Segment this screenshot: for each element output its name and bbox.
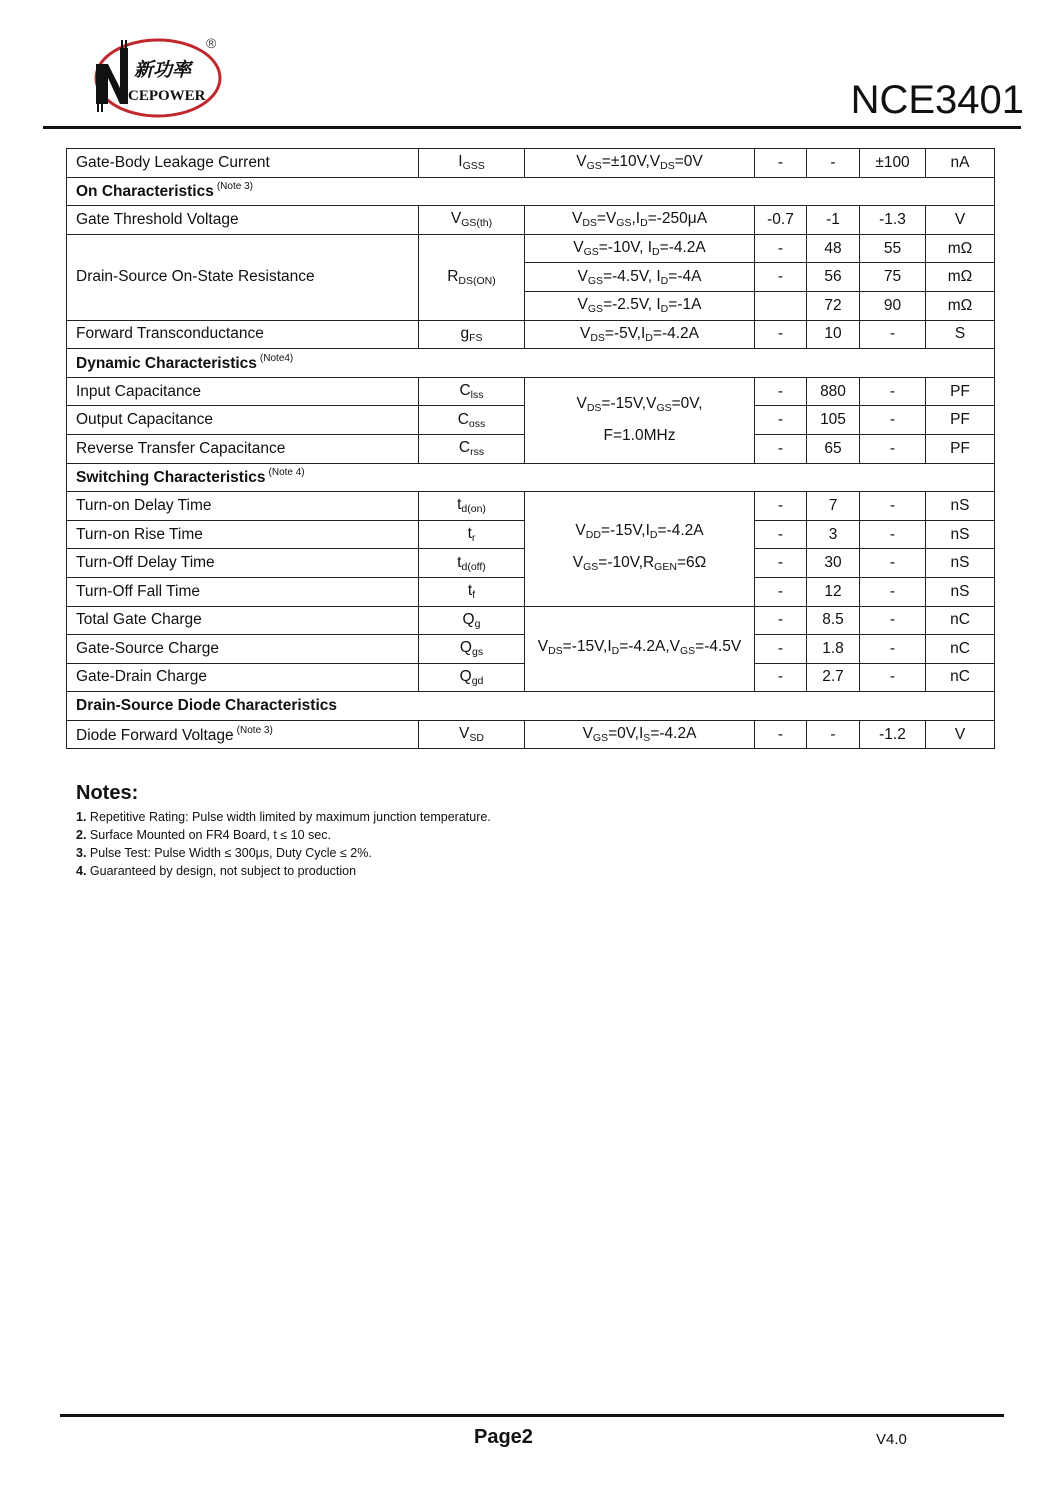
value-unit: nS [926, 520, 995, 549]
condition-subscript: GS [586, 160, 602, 173]
value-unit: nC [926, 606, 995, 635]
parameter-label: Output Capacitance [76, 411, 214, 429]
value-max: - [860, 577, 926, 606]
value-max: - [860, 520, 926, 549]
test-condition [525, 606, 755, 692]
table-row [67, 492, 995, 521]
parameter-label: Gate-Source Charge [76, 639, 220, 657]
condition-text: =-4.2A [659, 239, 706, 257]
value-min: - [755, 577, 807, 606]
parameter-name [67, 720, 419, 749]
condition-text: V [577, 267, 588, 285]
parameter-label: Turn-on Delay Time [76, 496, 212, 514]
symbol-main: V [459, 725, 470, 743]
header-divider [43, 126, 1021, 129]
condition-text: F=1.0MHz [603, 427, 676, 445]
value-unit: PF [926, 406, 995, 435]
section-label: Switching Characteristics [76, 469, 266, 487]
table-row [67, 377, 995, 406]
symbol-subscript: GS(th) [461, 217, 493, 230]
section-row [67, 177, 995, 206]
footer-divider [60, 1414, 1004, 1417]
symbol [419, 434, 525, 463]
parameter-label: Turn-Off Fall Time [76, 582, 201, 600]
value-min: - [755, 234, 807, 263]
condition-line [525, 390, 754, 422]
test-condition [525, 263, 755, 292]
parameter-note-ref: (Note 3) [236, 724, 273, 736]
condition-text: =-2.5V, I [603, 296, 661, 314]
note-item [76, 862, 491, 880]
value-unit: nS [926, 549, 995, 578]
note-text: Repetitive Rating: Pulse width limited by maximum junction temperature. [86, 810, 491, 824]
condition-subscript: D [640, 217, 648, 230]
test-condition [525, 377, 755, 463]
condition-subscript: DD [585, 528, 601, 541]
symbol-main: R [447, 267, 459, 285]
section-header [67, 177, 995, 206]
parameter-label: Forward Transconductance [76, 325, 264, 343]
condition-text: =V [596, 210, 617, 228]
condition-subscript: GS [583, 560, 599, 573]
condition-text: V [577, 296, 588, 314]
condition-subscript: DS [590, 331, 605, 344]
note-item [76, 808, 491, 826]
value-min: - [755, 434, 807, 463]
parameter-label: Diode Forward Voltage [76, 726, 234, 744]
condition-text: =0V,I [608, 725, 644, 743]
symbol-subscript: gd [471, 674, 484, 687]
symbol-main: t [467, 525, 472, 543]
value-max: 75 [860, 263, 926, 292]
section-header [67, 349, 995, 378]
section-label: Dynamic Characteristics [76, 354, 257, 372]
symbol [419, 234, 525, 320]
condition-text: =-250μA [647, 210, 708, 228]
value-typ: 30 [807, 549, 860, 578]
logo-en-text: CEPOWER [128, 88, 206, 104]
symbol [419, 406, 525, 435]
condition-subscript: D [645, 331, 653, 344]
symbol-subscript: gs [471, 646, 484, 659]
value-max: 90 [860, 291, 926, 320]
table-row [67, 234, 995, 263]
condition-text: =-4.5V, I [603, 267, 661, 285]
value-min [755, 291, 807, 320]
condition-line [525, 517, 754, 549]
symbol [419, 663, 525, 692]
test-condition [525, 234, 755, 263]
symbol-subscript: d(on) [461, 503, 486, 516]
condition-text: =-10V,R [598, 553, 655, 571]
symbol [419, 606, 525, 635]
condition-text: =-10V, I [598, 239, 653, 257]
notes-section [76, 782, 491, 880]
value-max: - [860, 320, 926, 349]
condition-subscript: GS [587, 303, 604, 316]
value-unit: nS [926, 577, 995, 606]
note-text: Pulse Test: Pulse Width ≤ 300μs, Duty Cycle ≤ 2%. [86, 846, 372, 860]
condition-text: =-15V,V [601, 395, 657, 413]
value-max: - [860, 663, 926, 692]
value-max: -1.2 [860, 720, 926, 749]
note-number: 4. [76, 864, 87, 878]
condition-subscript: GS [587, 274, 604, 287]
section-label: On Characteristics [76, 183, 214, 201]
parameter-label: Turn-on Rise Time [76, 525, 203, 543]
condition-text: =-4A [668, 267, 702, 285]
test-condition [525, 291, 755, 320]
parameter-name [67, 434, 419, 463]
value-typ: 48 [807, 234, 860, 263]
condition-text: =-4.5V [695, 637, 742, 655]
condition-subscript: DS [660, 160, 675, 173]
symbol [419, 377, 525, 406]
value-min: - [755, 606, 807, 635]
parameter-label: Gate-Body Leakage Current [76, 153, 270, 171]
electrical-characteristics-table [66, 148, 995, 749]
part-number: NCE3401 [850, 78, 1024, 122]
section-note-ref: (Note 3) [216, 181, 253, 193]
condition-line [525, 549, 754, 581]
value-unit: PF [926, 434, 995, 463]
table-row [67, 149, 995, 178]
parameter-label: Reverse Transfer Capacitance [76, 439, 286, 457]
value-max: 55 [860, 234, 926, 263]
section-label: Drain-Source Diode Characteristics [76, 697, 338, 715]
condition-subscript: D [660, 274, 669, 287]
symbol-main: Q [459, 639, 472, 657]
value-max: - [860, 549, 926, 578]
test-condition [525, 149, 755, 178]
value-typ: - [807, 149, 860, 178]
condition-text: V [573, 239, 584, 257]
symbol [419, 549, 525, 578]
value-min: - [755, 320, 807, 349]
condition-subscript: D [652, 246, 660, 259]
condition-text: V [571, 210, 583, 228]
condition-text: =-15V,I [562, 637, 612, 655]
note-number: 3. [76, 846, 87, 860]
condition-text: =-4.2A [652, 324, 699, 342]
value-max: - [860, 635, 926, 664]
company-logo [86, 34, 226, 124]
symbol [419, 577, 525, 606]
table-row [67, 320, 995, 349]
value-unit: S [926, 320, 995, 349]
condition-text: =-4.2A [650, 725, 697, 743]
value-min: - [755, 663, 807, 692]
test-condition [525, 206, 755, 235]
parameter-name [67, 149, 419, 178]
condition-subscript: D [660, 303, 669, 316]
value-max: - [860, 377, 926, 406]
parameter-name [67, 520, 419, 549]
section-row [67, 349, 995, 378]
condition-subscript: GEN [654, 560, 677, 573]
table-row [67, 206, 995, 235]
symbol-main: I [458, 153, 463, 171]
parameter-name [67, 492, 419, 521]
condition-subscript: GS [679, 644, 696, 657]
parameter-name [67, 234, 419, 320]
condition-text: =-15V,I [600, 521, 650, 539]
symbol-main: C [458, 439, 471, 457]
test-condition [525, 720, 755, 749]
value-typ: 12 [807, 577, 860, 606]
value-typ: 56 [807, 263, 860, 292]
value-min: - [755, 720, 807, 749]
symbol [419, 520, 525, 549]
condition-text: V [582, 725, 593, 743]
value-typ: 8.5 [807, 606, 860, 635]
condition-subscript: DS [586, 402, 602, 415]
symbol-subscript: SD [469, 732, 484, 745]
note-text: Guaranteed by design, not subject to production [86, 864, 357, 878]
symbol-subscript: GSS [462, 160, 485, 173]
value-min: - [755, 377, 807, 406]
logo-cn-text: 新功率 [134, 59, 192, 81]
parameter-label: Turn-Off Delay Time [76, 554, 215, 572]
value-min: - [755, 549, 807, 578]
value-max: - [860, 406, 926, 435]
symbol-subscript: f [472, 589, 476, 602]
section-row [67, 463, 995, 492]
test-condition [525, 492, 755, 606]
value-min: - [755, 492, 807, 521]
condition-text: =-5V,I [604, 324, 646, 342]
condition-subscript: S [643, 732, 651, 745]
note-number: 2. [76, 828, 87, 842]
symbol [419, 635, 525, 664]
condition-text: V [579, 324, 591, 342]
value-unit: PF [926, 377, 995, 406]
parameter-name [67, 635, 419, 664]
table-row [67, 720, 995, 749]
value-unit: mΩ [926, 234, 995, 263]
value-typ: 2.7 [807, 663, 860, 692]
value-typ: 65 [807, 434, 860, 463]
parameter-name [67, 606, 419, 635]
parameter-name [67, 377, 419, 406]
table-row [67, 606, 995, 635]
value-max: - [860, 492, 926, 521]
value-unit: nC [926, 663, 995, 692]
symbol-subscript: lss [470, 389, 484, 402]
value-unit: V [926, 720, 995, 749]
test-condition [525, 320, 755, 349]
symbol-subscript: oss [468, 417, 486, 430]
document-version: V4.0 [876, 1431, 907, 1448]
registered-mark: ® [206, 35, 217, 51]
condition-line [525, 422, 754, 450]
notes-title: Notes: [76, 782, 139, 804]
value-min: - [755, 520, 807, 549]
symbol [419, 320, 525, 349]
value-min: - [755, 263, 807, 292]
symbol-main: C [457, 410, 469, 428]
symbol-main: g [460, 324, 470, 342]
parameter-name [67, 206, 419, 235]
section-note-ref: (Note 4) [268, 467, 305, 479]
condition-text: V [537, 637, 549, 655]
condition-text: =±10V,V [601, 153, 661, 171]
condition-subscript: GS [583, 246, 599, 259]
symbol-main: C [459, 382, 471, 400]
value-typ: 105 [807, 406, 860, 435]
value-max: -1.3 [860, 206, 926, 235]
condition-text: =-4.2A,V [619, 637, 680, 655]
condition-text: =6Ω [676, 553, 707, 571]
symbol [419, 206, 525, 235]
symbol-main: V [450, 210, 462, 228]
parameter-name [67, 320, 419, 349]
parameter-name [67, 663, 419, 692]
section-row [67, 692, 995, 721]
note-number: 1. [76, 810, 87, 824]
note-item [76, 844, 491, 862]
value-max: - [860, 606, 926, 635]
value-min: - [755, 149, 807, 178]
condition-subscript: GS [616, 217, 632, 230]
symbol-main: Q [462, 610, 475, 628]
note-text: Surface Mounted on FR4 Board, t ≤ 10 sec. [86, 828, 331, 842]
value-unit: nC [926, 635, 995, 664]
note-item [76, 826, 491, 844]
value-typ: 880 [807, 377, 860, 406]
symbol-subscript: r [471, 532, 476, 545]
value-typ: -1 [807, 206, 860, 235]
condition-subscript: GS [592, 732, 609, 745]
parameter-label: Drain-Source On-State Resistance [76, 268, 315, 286]
section-header [67, 692, 995, 721]
value-unit: mΩ [926, 263, 995, 292]
value-min: - [755, 406, 807, 435]
symbol-subscript: DS(ON) [458, 274, 496, 287]
symbol-main: Q [459, 667, 472, 685]
condition-text: V [575, 521, 586, 539]
value-typ: 10 [807, 320, 860, 349]
parameter-name [67, 406, 419, 435]
parameter-name [67, 549, 419, 578]
symbol-subscript: g [474, 617, 481, 630]
condition-subscript: D [611, 644, 620, 657]
page-number: Page2 [474, 1426, 533, 1448]
condition-text: =-1A [668, 296, 702, 314]
symbol-subscript: d(off) [461, 560, 486, 573]
parameter-label: Total Gate Charge [76, 611, 202, 629]
value-max: ±100 [860, 149, 926, 178]
value-typ: 72 [807, 291, 860, 320]
symbol-subscript: FS [469, 331, 483, 344]
symbol-main: t [457, 496, 462, 514]
condition-text: V [576, 153, 587, 171]
value-typ: 1.8 [807, 635, 860, 664]
parameter-name [67, 577, 419, 606]
condition-text: =-4.2A [657, 521, 704, 539]
symbol-subscript: rss [470, 446, 485, 459]
condition-text: =0V [674, 153, 703, 171]
condition-text: ,I [631, 210, 641, 228]
value-max: - [860, 434, 926, 463]
condition-subscript: DS [548, 644, 563, 657]
condition-line [525, 633, 754, 665]
value-typ: 3 [807, 520, 860, 549]
symbol [419, 492, 525, 521]
value-unit: nS [926, 492, 995, 521]
parameter-label: Input Capacitance [76, 382, 201, 400]
value-min: - [755, 635, 807, 664]
value-typ: - [807, 720, 860, 749]
condition-text: V [572, 553, 584, 571]
value-min: -0.7 [755, 206, 807, 235]
condition-subscript: GS [656, 402, 672, 415]
condition-subscript: D [649, 528, 658, 541]
value-unit: nA [926, 149, 995, 178]
parameter-label: Gate Threshold Voltage [76, 210, 239, 228]
section-header [67, 463, 995, 492]
symbol [419, 720, 525, 749]
symbol [419, 149, 525, 178]
value-unit: V [926, 206, 995, 235]
parameter-label: Gate-Drain Charge [76, 668, 207, 686]
value-unit: mΩ [926, 291, 995, 320]
value-typ: 7 [807, 492, 860, 521]
symbol-main: t [467, 582, 473, 600]
condition-text: =0V, [671, 395, 703, 413]
section-note-ref: (Note4) [259, 352, 294, 364]
symbol-main: t [457, 553, 462, 571]
condition-subscript: DS [582, 217, 597, 230]
condition-text: V [576, 395, 587, 413]
